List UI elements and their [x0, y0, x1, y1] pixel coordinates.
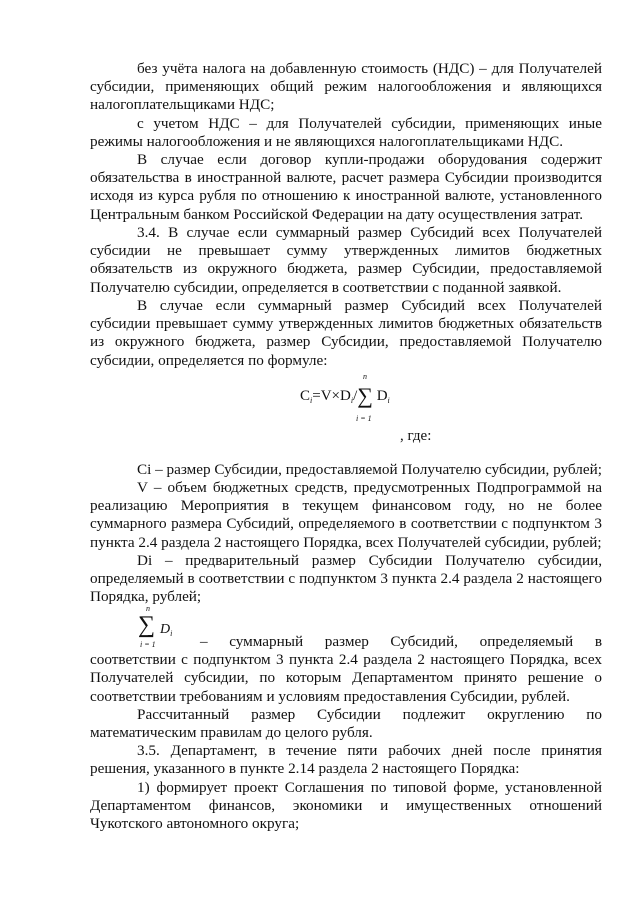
formula-rhs: D: [376, 388, 388, 404]
paragraph-vat-excluded: без учёта налога на добавленную стоимость (НДС) – для Получателей субсидии, применяющих общий режим налогообложения и являющихся налогоплательщиками НДС;: [90, 60, 602, 114]
paragraph-3-4: 3.4. В случае если суммарный размер Субсидий всех Получателей субсидии не превышает сумму утвержденных лимитов бюджетных обязательств из окружного бюджета, размер Субсидии, предоставляемой Получателю субсидии, определяется в соответствии с поданной заявкой.: [90, 224, 602, 296]
definition-sum: [90, 633, 602, 706]
formula-upper-limit: n: [363, 372, 367, 381]
formula-lower-limit: i = 1: [356, 414, 372, 423]
formula-lhs: C: [300, 388, 311, 404]
paragraph-foreign-currency: В случае если договор купли-продажи оборудования содержит обязательства в иностранной валюте, расчет размера Субсидии производится исходя из курса рубля по отношению к иностранной валюте, установленного Центральным банком Российской Федерации на дату осуществления затрат.: [90, 151, 602, 223]
definition-v: V – объем бюджетных средств, предусмотренных Подпрограммой на реализацию Мероприятия в текущем финансовом году, но не более суммарного размера Субсидий, определяемого в соответствии с подпунктом 3 пункта 2.4 раздела 2 настоящего Порядка, всех Получателей субсидии, рублей;: [90, 479, 602, 551]
subsidy-formula: [300, 383, 390, 409]
formula-where-label: , где:: [400, 428, 432, 444]
definition-di: Di – предварительный размер Субсидии Получателю субсидии, определяемый в соответствии с подпунктом 3 пункта 2.4 раздела 2 настоящего Порядка, рублей;: [90, 552, 602, 606]
sum-term-letter: D: [160, 622, 171, 637]
paragraph-formula-intro: В случае если суммарный размер Субсидий всех Получателей субсидии превышает сумму утвержденных лимитов бюджетных обязательств из окружного бюджета, размер Субсидии, предоставляемой Получателю субсидии, определяется по формуле:: [90, 297, 602, 369]
sum-upper-limit: n: [146, 604, 150, 613]
sum-sigma: ∑: [138, 612, 156, 638]
sum-lower-limit: i = 1: [140, 640, 156, 649]
paragraph-3-5: 3.5. Департамент, в течение пяти рабочих дней после принятия решения, указанного в пункте 2.14 раздела 2 настоящего Порядка:: [90, 742, 602, 778]
formula-lhs-sub: i: [310, 396, 313, 405]
formula-sigma: ∑: [357, 383, 373, 408]
formula-rhs-sub: i: [387, 396, 390, 405]
sum-term-sub: i: [170, 629, 173, 638]
definition-sum-text: – суммарный размер Субсидий, определяемый в соответствии с подпунктом 3 пункта 2.4 раздела 2 настоящего Порядка, всех Получателей субсидии, по которым Департаментом принято решение о соответствии требованиям и условиям предоставления Субсидии, рублей.: [90, 633, 602, 705]
paragraph-rounding: Рассчитанный размер Субсидии подлежит округлению по математическим правилам до целого рубля.: [90, 706, 602, 742]
formula-slash: /: [353, 388, 358, 404]
definition-ci: Ci – размер Субсидии, предоставляемой Получателю субсидии, рублей;: [137, 461, 602, 478]
paragraph-vat-included: с учетом НДС – для Получателей субсидии, применяющих иные режимы налогообложения и не являющихся налогоплательщиками НДС.: [90, 115, 602, 151]
formula-d-sub: i: [350, 396, 354, 405]
paragraph-item-1: 1) формирует проект Соглашения по типовой форме, установленной Департаментом финансов, экономики и имущественных отношений Чукотского автономного округа;: [90, 779, 602, 833]
formula-eq: =V×D: [312, 388, 351, 404]
